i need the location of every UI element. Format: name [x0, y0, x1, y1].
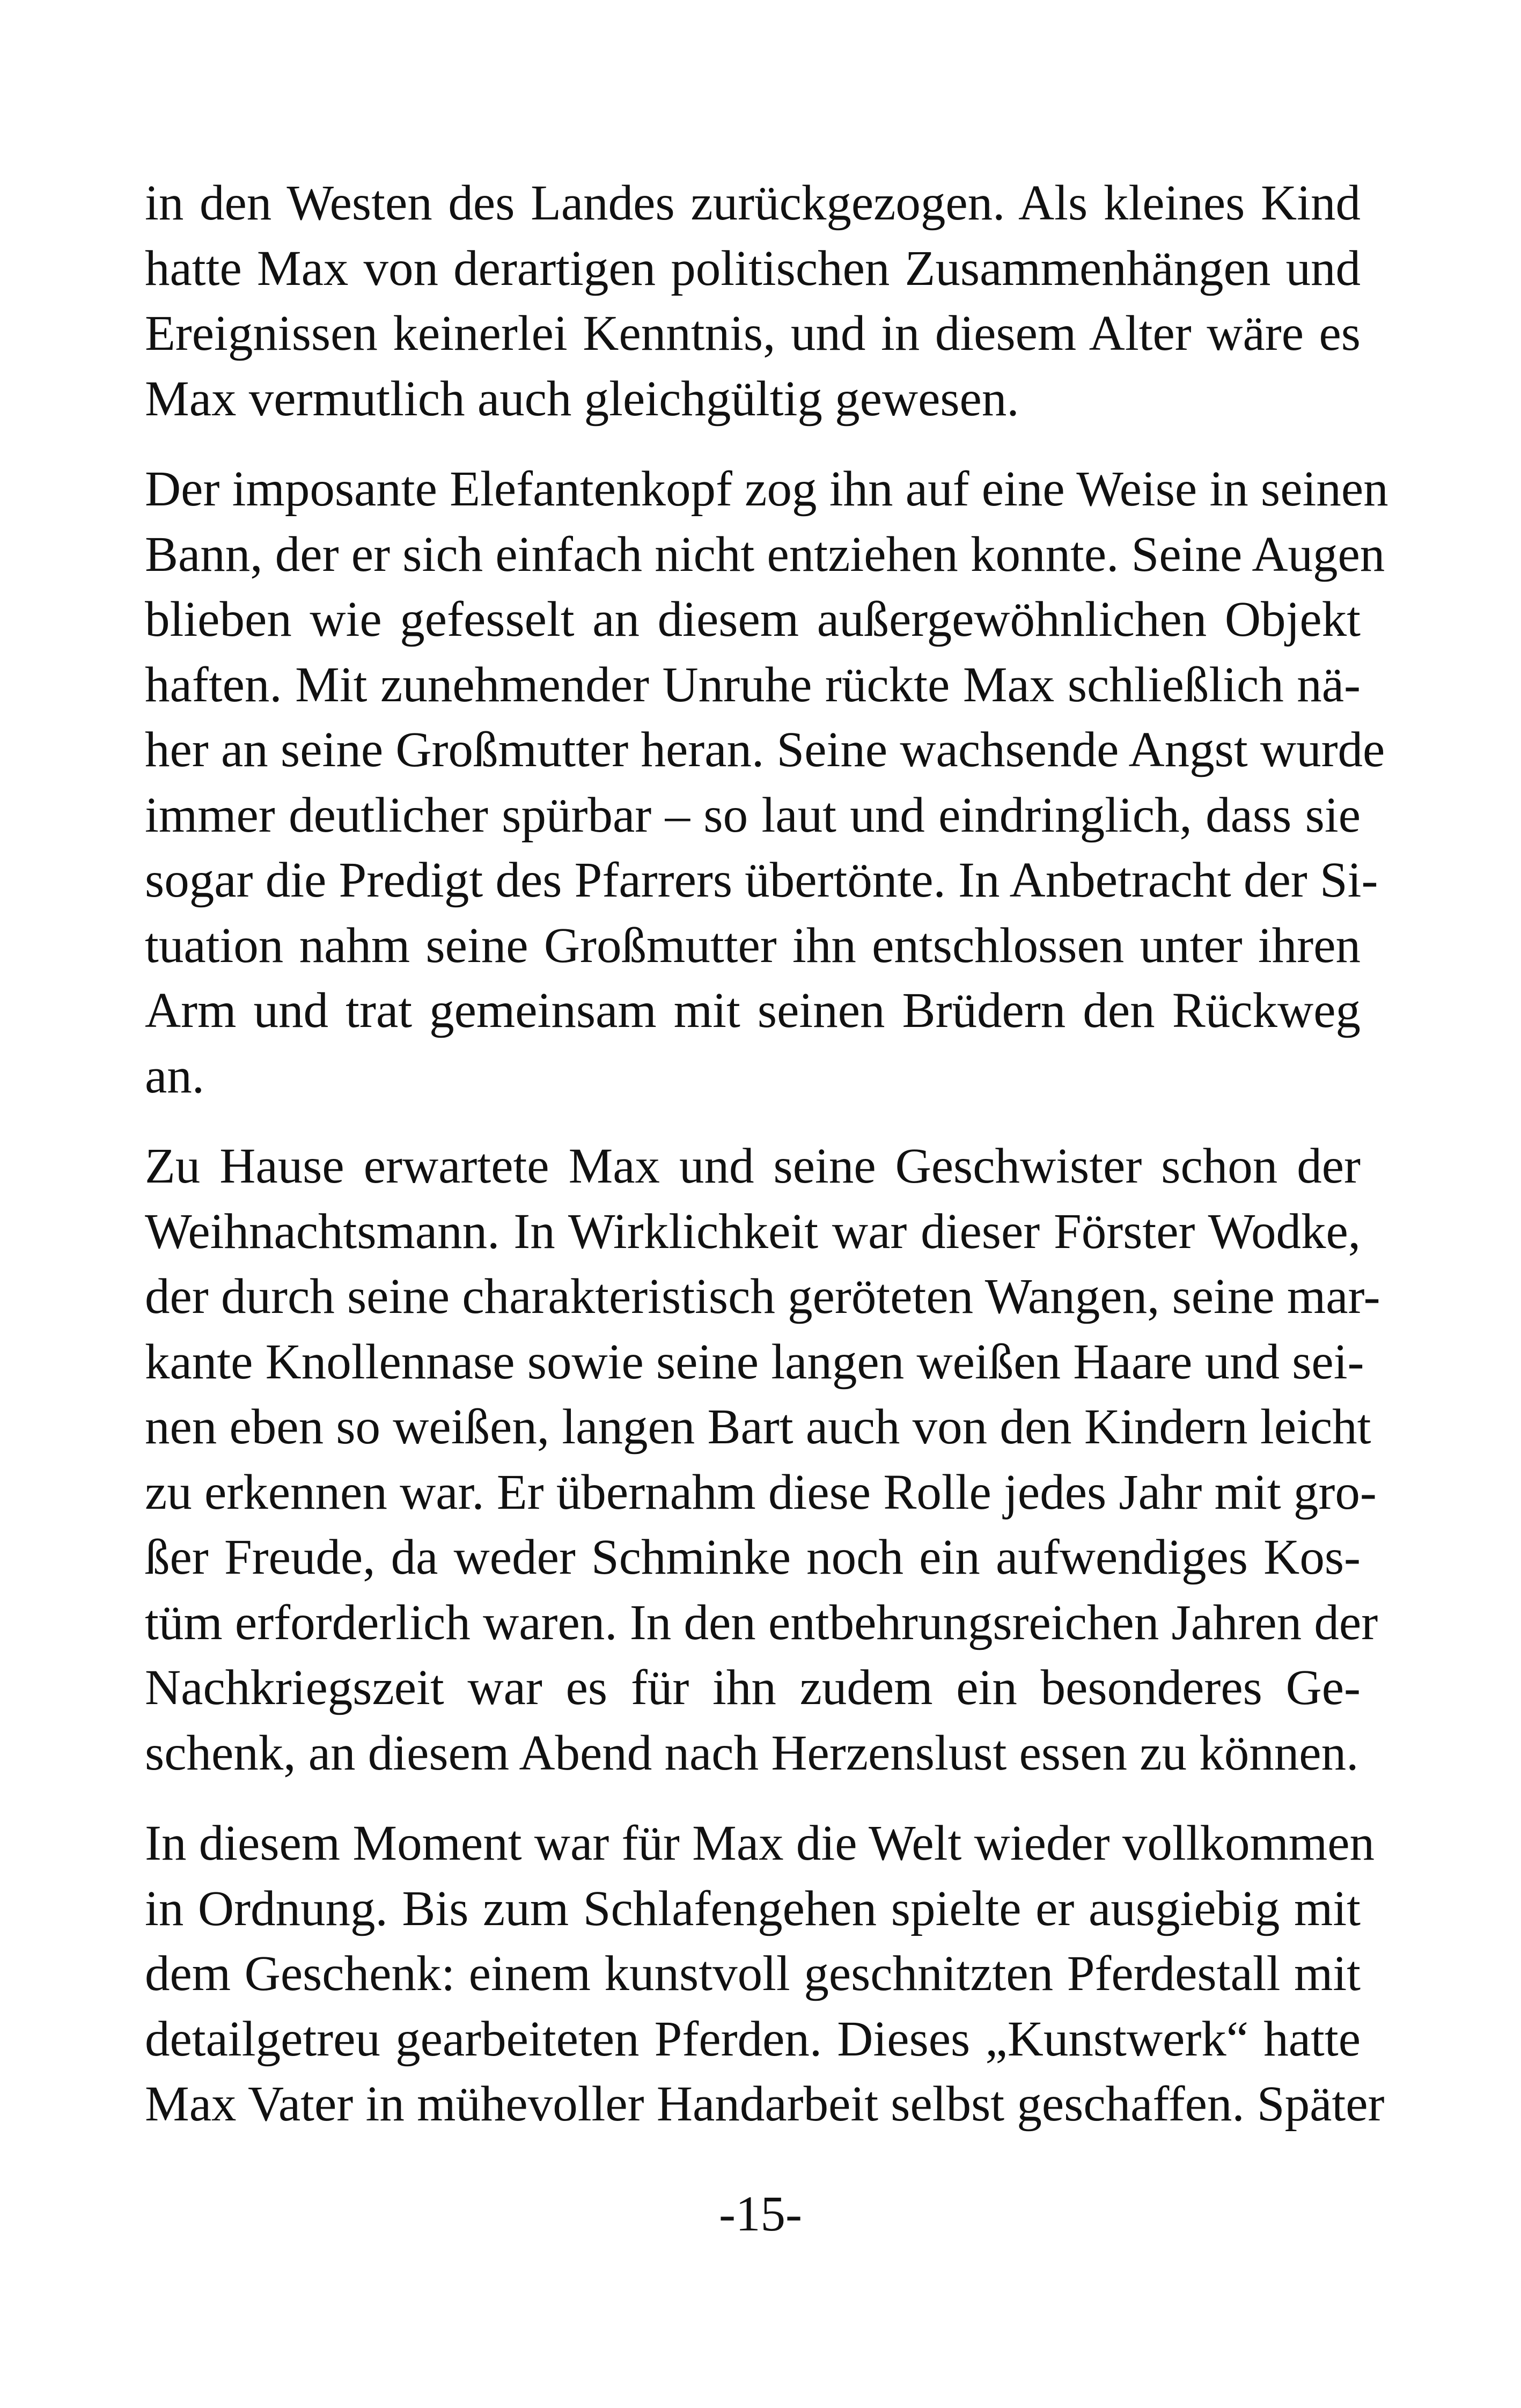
paragraph	[145, 1811, 1385, 2137]
paragraph	[145, 457, 1388, 1108]
text-line: kante Knollennase sowie seine langen weißen Haare und sei-	[145, 1334, 1364, 1390]
text-line: Max Vater in mühevoller Handarbeit selbst geschaffen. Später	[145, 2076, 1385, 2132]
paragraph	[145, 1134, 1380, 1786]
text-line: Arm und trat gemeinsam mit seinen Brüdern den Rückweg	[145, 983, 1361, 1038]
text-line: nen eben so weißen, langen Bart auch von den Kindern leicht	[145, 1399, 1371, 1455]
text-line: Bann, der er sich einfach nicht entziehen konnte. Seine Augen	[145, 526, 1385, 582]
paragraph	[145, 171, 1361, 431]
text-line: In diesem Moment war für Max die Welt wieder vollkommen	[145, 1816, 1375, 1871]
text-line: blieben wie gefesselt an diesem außergewöhnlichen Objekt	[145, 592, 1361, 647]
text-line: Ereignissen keinerlei Kenntnis, und in diesem Alter wäre es	[145, 306, 1361, 361]
text-line: sogar die Predigt des Pfarrers übertönte. In Anbetracht der Si-	[145, 853, 1378, 908]
text-line: Zu Hause erwartete Max und seine Geschwister schon der	[145, 1139, 1361, 1194]
text-line: Max vermutlich auch gleichgültig gewesen.	[145, 371, 1019, 427]
text-line: her an seine Großmutter heran. Seine wachsende Angst wurde	[145, 722, 1385, 777]
page-body-text	[145, 171, 1388, 2162]
text-line: haften. Mit zunehmender Unruhe rückte Max schließlich nä-	[145, 657, 1361, 713]
text-line: zu erkennen war. Er übernahm diese Rolle jedes Jahr mit gro-	[145, 1464, 1377, 1520]
text-line: tüm erforderlich waren. In den entbehrungsreichen Jahren der	[145, 1595, 1378, 1650]
text-line: dem Geschenk: einem kunstvoll geschnitzten Pferdestall mit	[145, 1946, 1361, 2001]
text-line: hatte Max von derartigen politischen Zusammenhängen und	[145, 240, 1361, 296]
text-line: in Ordnung. Bis zum Schlafengehen spielte er ausgiebig mit	[145, 1881, 1361, 1936]
text-line: Weihnachtsmann. In Wirklichkeit war dieser Förster Wodke,	[145, 1203, 1361, 1259]
text-line: schenk, an diesem Abend nach Herzenslust essen zu können.	[145, 1725, 1359, 1781]
text-line: detailgetreu gearbeiteten Pferden. Dieses „Kunstwerk“ hatte	[145, 2011, 1361, 2067]
text-line: immer deutlicher spürbar – so laut und eindringlich, dass sie	[145, 787, 1361, 843]
text-line: an.	[145, 1048, 205, 1104]
text-line: ßer Freude, da weder Schminke noch ein aufwendiges Kos-	[145, 1530, 1361, 1585]
text-line: Der imposante Elefantenkopf zog ihn auf eine Weise in seinen	[145, 461, 1388, 517]
page-number: -15-	[719, 2186, 802, 2242]
text-line: tuation nahm seine Großmutter ihn entschlossen unter ihren	[145, 917, 1361, 973]
text-line: in den Westen des Landes zurückgezogen. Als kleines Kind	[145, 175, 1361, 231]
text-line: Nachkriegszeit war es für ihn zudem ein besonderes Ge-	[145, 1660, 1361, 1715]
text-line: der durch seine charakteristisch geröteten Wangen, seine mar-	[145, 1269, 1380, 1324]
